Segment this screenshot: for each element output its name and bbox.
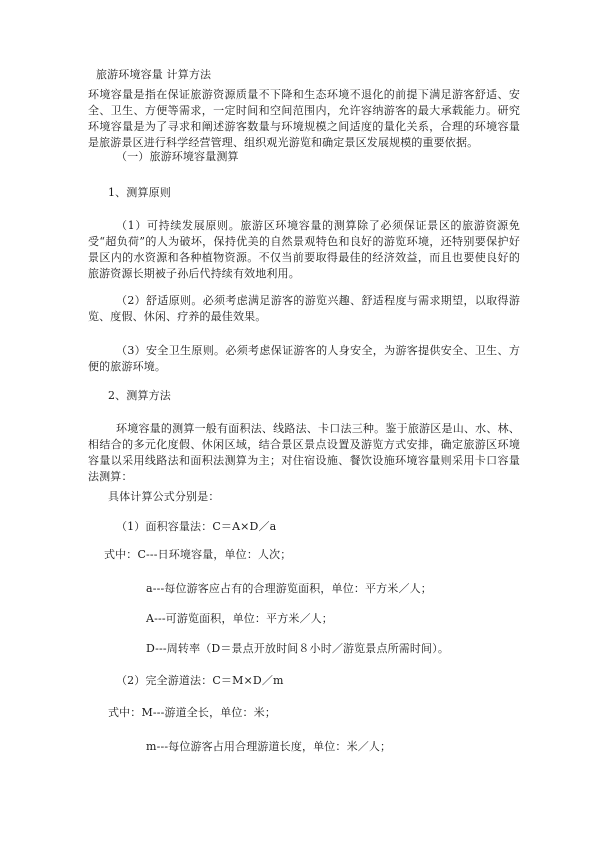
formula-area-var-a: a---每位游客应占有的合理游览面积，单位：平方米／人； [146, 582, 432, 595]
principle-sustainable: （1）可持续发展原则。旅游区环境容量的测算除了必须保证景区的旅游资源免受“超负荷”的人为破坏，保持优美的自然景观特色和良好的游览环境，还特别要保护好景区内的水资源和各种植物资源。不仅当前要取得最佳的经济效益，而且也要使良好的旅游资源长期被子孙后代持续有效地利用。 [88, 219, 520, 280]
formula-area-where: 式中：C---日环境容量，单位：人次； [104, 548, 292, 561]
methods-paragraph: 环境容量的测算一般有面积法、线路法、卡口法三种。鉴于旅游区是山、水、林、相结合的多元化度假、休闲区域，结合景区景点设置及游览方式安排，确定旅游区环境容量以采用线路法和面积法测算为主；对住宿设施、餐饮设施环境容量则采用卡口容量法测算： [88, 422, 520, 483]
principle-safety: （3）安全卫生原则。必须考虑保证游客的人身安全，为游客提供安全、卫生、方便的旅游环境。 [88, 344, 520, 373]
formula-area-var-A: A---可游览面积，单位：平方米／人； [146, 612, 333, 625]
formula-trail-where: 式中：M---游道全长，单位：米； [108, 706, 276, 719]
intro-paragraph: 环境容量是指在保证旅游资源质量不下降和生态环境不退化的前提下满足游客舒适、安全、卫生、方便等需求，一定时间和空间范围内，允许容纳游客的最大承载能力。研究环境容量是为了寻求和阐述游客数量与环境规模之间适度的量化关系，合理的环境容量是旅游景区进行科学经营管理、组织观光游览和确定景区发展规模的重要依据。 [88, 88, 520, 149]
subheading-methods: 2、测算方法 [108, 389, 171, 402]
subheading-principles: 1、测算原则 [108, 186, 171, 199]
section-heading-1: （一）旅游环境容量测算 [116, 150, 239, 163]
formula-area: （1）面积容量法：C＝A×D／a [116, 520, 277, 533]
doc-title: 旅游环境容量 计算方法 [96, 68, 212, 81]
formula-area-var-D: D---周转率（D＝景点开放时间８小时／游览景点所需时间）。 [146, 642, 449, 655]
formula-trail: （2）完全游道法：C＝M×D／m [116, 674, 284, 687]
principle-comfort: （2）舒适原则。必须考虑满足游客的游览兴趣、舒适程度与需求期望，以取得游览、度假、休闲、疗养的最佳效果。 [88, 294, 520, 323]
formula-intro: 具体计算公式分别是： [108, 490, 220, 503]
formula-trail-var-m: m---每位游客占用合理游道长度，单位：米／人； [146, 740, 392, 753]
